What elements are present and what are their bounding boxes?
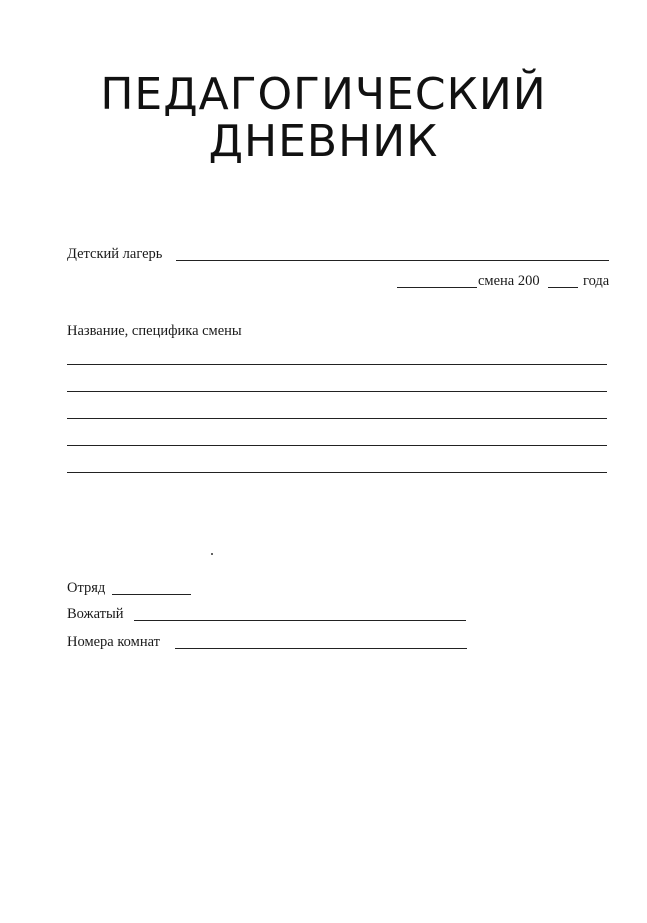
shift-number-fill-line[interactable] bbox=[397, 287, 477, 288]
shift-name-line-3[interactable] bbox=[67, 418, 607, 419]
detachment-label: Отряд bbox=[67, 580, 106, 596]
rooms-fill-line[interactable] bbox=[175, 648, 467, 649]
scan-speck bbox=[211, 553, 213, 555]
shift-name-line-2[interactable] bbox=[67, 391, 607, 392]
counselor-label: Вожатый bbox=[67, 606, 124, 622]
rooms-label: Номера комнат bbox=[67, 634, 160, 650]
camp-fill-line[interactable] bbox=[176, 260, 609, 261]
title-line-2: ДНЕВНИК bbox=[208, 116, 439, 167]
detachment-fill-line[interactable] bbox=[112, 594, 191, 595]
shift-label: смена 200 bbox=[478, 273, 540, 289]
title-line-1: ПЕДАГОГИЧЕСКИЙ bbox=[100, 69, 547, 120]
shift-name-line-1[interactable] bbox=[67, 364, 607, 365]
counselor-fill-line[interactable] bbox=[134, 620, 466, 621]
shift-year-fill-line[interactable] bbox=[548, 287, 578, 288]
shift-name-line-4[interactable] bbox=[67, 445, 607, 446]
shift-name-line-5[interactable] bbox=[67, 472, 607, 473]
year-label: года bbox=[583, 273, 610, 289]
shift-name-label: Название, специфика смены bbox=[67, 323, 242, 339]
camp-label: Детский лагерь bbox=[67, 246, 163, 262]
